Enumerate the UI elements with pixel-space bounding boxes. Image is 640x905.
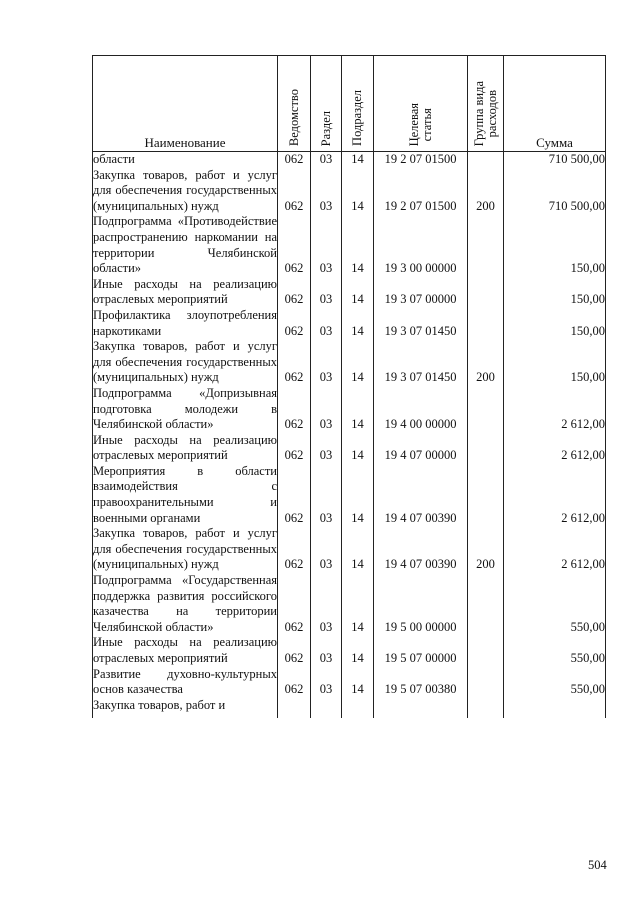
table-row <box>93 214 606 276</box>
row-gruppa-cell <box>468 698 504 718</box>
row-razdel-cell: 03 <box>311 464 342 526</box>
table-row <box>93 339 606 386</box>
row-gruppa-cell <box>468 277 504 308</box>
column-header-podrazdel <box>342 56 374 152</box>
row-razdel-cell: 03 <box>311 386 342 433</box>
row-gruppa-cell <box>468 667 504 698</box>
table-header-row <box>93 56 606 152</box>
row-summa-cell: 550,00 <box>504 667 606 698</box>
row-gruppa-cell: 200 <box>468 339 504 386</box>
column-header-podrazdel-label: Подраздел <box>350 90 364 146</box>
row-vedomstvo-cell: 062 <box>278 433 311 464</box>
table-row <box>93 386 606 433</box>
row-razdel-cell: 03 <box>311 667 342 698</box>
row-vedomstvo-cell: 062 <box>278 573 311 635</box>
column-header-gruppa-label: Группа вида расходов <box>471 80 499 146</box>
row-gruppa-cell <box>468 152 504 168</box>
row-podrazdel-cell: 14 <box>342 214 374 276</box>
row-podrazdel-cell: 14 <box>342 386 374 433</box>
row-vedomstvo-cell: 062 <box>278 635 311 666</box>
row-razdel-cell: 03 <box>311 573 342 635</box>
row-name-cell: Развитие духовно-культурных основ казачества <box>93 666 277 697</box>
table-row <box>93 277 606 308</box>
row-summa-cell: 710 500,00 <box>504 152 606 168</box>
row-razdel-cell <box>311 698 342 718</box>
row-name-cell: Подпрограмма «Государственная поддержка развития российского казачества на территории Челябинской области» <box>93 573 277 634</box>
row-gruppa-cell <box>468 573 504 635</box>
row-tselevaya-statya-cell <box>374 698 468 718</box>
row-podrazdel-cell: 14 <box>342 573 374 635</box>
row-podrazdel-cell: 14 <box>342 339 374 386</box>
table-row <box>93 308 606 339</box>
row-tselevaya-statya-cell: 19 4 00 00000 <box>374 386 468 433</box>
budget-table <box>92 55 606 718</box>
row-summa-cell: 2 612,00 <box>504 433 606 464</box>
row-razdel-cell: 03 <box>311 339 342 386</box>
table-row <box>93 573 606 635</box>
row-summa-cell <box>504 698 606 718</box>
row-name-cell: области <box>93 152 278 168</box>
row-tselevaya-statya-cell: 19 3 07 00000 <box>374 277 468 308</box>
table-row <box>93 152 606 168</box>
row-tselevaya-statya-cell: 19 5 07 00380 <box>374 667 468 698</box>
row-name-cell: Закупка товаров, работ и услуг для обеспечения государственных (муниципальных) нужд <box>93 526 277 572</box>
column-header-tselevaya-label: Целевая статья <box>406 102 434 146</box>
row-summa-cell: 150,00 <box>504 308 606 339</box>
row-summa-cell: 2 612,00 <box>504 464 606 526</box>
row-vedomstvo-cell: 062 <box>278 526 311 573</box>
row-razdel-cell: 03 <box>311 152 342 168</box>
row-vedomstvo-cell: 062 <box>278 386 311 433</box>
row-gruppa-cell <box>468 214 504 276</box>
row-name-cell: Подпрограмма «Противодействие распространению наркомании на территории Челябинской области» <box>93 214 277 276</box>
row-summa-cell: 2 612,00 <box>504 386 606 433</box>
row-gruppa-cell: 200 <box>468 168 504 215</box>
column-header-summa: Сумма <box>504 56 606 152</box>
row-tselevaya-statya-cell: 19 3 07 01450 <box>374 339 468 386</box>
row-razdel-cell: 03 <box>311 308 342 339</box>
row-podrazdel-cell: 14 <box>342 152 374 168</box>
table-row <box>93 168 606 215</box>
row-gruppa-cell <box>468 635 504 666</box>
row-podrazdel-cell: 14 <box>342 433 374 464</box>
row-gruppa-cell <box>468 308 504 339</box>
row-razdel-cell: 03 <box>311 168 342 215</box>
row-summa-cell: 710 500,00 <box>504 168 606 215</box>
row-razdel-cell: 03 <box>311 635 342 666</box>
row-name-cell: Мероприятия в области взаимодействия с правоохранительными и военными органами <box>93 463 277 525</box>
row-gruppa-cell <box>468 386 504 433</box>
row-summa-cell: 550,00 <box>504 635 606 666</box>
row-vedomstvo-cell: 062 <box>278 152 311 168</box>
row-summa-cell: 150,00 <box>504 214 606 276</box>
row-podrazdel-cell: 14 <box>342 308 374 339</box>
row-summa-cell: 2 612,00 <box>504 526 606 573</box>
row-tselevaya-statya-cell: 19 4 07 00000 <box>374 433 468 464</box>
row-vedomstvo-cell: 062 <box>278 667 311 698</box>
row-name-cell: Профилактика злоупотребления наркотиками <box>93 307 277 338</box>
row-tselevaya-statya-cell: 19 4 07 00390 <box>374 464 468 526</box>
column-header-vedomstvo <box>278 56 311 152</box>
row-name-cell: Иные расходы на реализацию отраслевых мероприятий <box>93 276 277 307</box>
row-gruppa-cell <box>468 433 504 464</box>
column-header-tselevaya-statya <box>374 56 468 152</box>
row-name-cell: Иные расходы на реализацию отраслевых мероприятий <box>93 432 277 463</box>
table-row <box>93 464 606 526</box>
row-podrazdel-cell: 14 <box>342 464 374 526</box>
row-name-cell: Закупка товаров, работ и услуг для обеспечения государственных (муниципальных) нужд <box>93 339 277 385</box>
row-razdel-cell: 03 <box>311 214 342 276</box>
row-podrazdel-cell <box>342 698 374 718</box>
row-name-cell: Закупка товаров, работ и услуг для обеспечения государственных (муниципальных) нужд <box>93 167 277 213</box>
row-vedomstvo-cell: 062 <box>278 339 311 386</box>
row-summa-cell: 550,00 <box>504 573 606 635</box>
row-podrazdel-cell: 14 <box>342 635 374 666</box>
row-razdel-cell: 03 <box>311 277 342 308</box>
row-razdel-cell: 03 <box>311 433 342 464</box>
table-row <box>93 526 606 573</box>
column-header-gruppa-vida-raskhodov <box>468 56 504 152</box>
row-razdel-cell: 03 <box>311 526 342 573</box>
row-name-cell: Подпрограмма «Допризывная подготовка молодежи в Челябинской области» <box>93 385 277 432</box>
row-gruppa-cell <box>468 464 504 526</box>
row-tselevaya-statya-cell: 19 5 07 00000 <box>374 635 468 666</box>
column-header-name: Наименование <box>93 56 278 152</box>
row-vedomstvo-cell: 062 <box>278 277 311 308</box>
column-header-razdel-label: Раздел <box>318 110 333 146</box>
row-tselevaya-statya-cell: 19 4 07 00390 <box>374 526 468 573</box>
row-vedomstvo-cell: 062 <box>278 464 311 526</box>
table-row <box>93 698 606 718</box>
row-name-cell: Закупка товаров, работ и <box>93 698 278 718</box>
table-row <box>93 667 606 698</box>
row-summa-cell: 150,00 <box>504 277 606 308</box>
row-name-cell: Иные расходы на реализацию отраслевых мероприятий <box>93 635 277 665</box>
column-header-vedomstvo-label: Ведомство <box>286 88 301 146</box>
row-podrazdel-cell: 14 <box>342 168 374 215</box>
row-summa-cell: 150,00 <box>504 339 606 386</box>
row-vedomstvo-cell <box>278 698 311 718</box>
table-row <box>93 433 606 464</box>
table-row <box>93 635 606 666</box>
row-tselevaya-statya-cell: 19 3 00 00000 <box>374 214 468 276</box>
row-vedomstvo-cell: 062 <box>278 308 311 339</box>
column-header-razdel <box>311 56 342 152</box>
page-number: 504 <box>588 858 607 872</box>
row-podrazdel-cell: 14 <box>342 667 374 698</box>
row-tselevaya-statya-cell: 19 2 07 01500 <box>374 152 468 168</box>
row-podrazdel-cell: 14 <box>342 277 374 308</box>
row-tselevaya-statya-cell: 19 2 07 01500 <box>374 168 468 215</box>
row-tselevaya-statya-cell: 19 5 00 00000 <box>374 573 468 635</box>
row-podrazdel-cell: 14 <box>342 526 374 573</box>
row-vedomstvo-cell: 062 <box>278 214 311 276</box>
row-vedomstvo-cell: 062 <box>278 168 311 215</box>
row-gruppa-cell: 200 <box>468 526 504 573</box>
row-tselevaya-statya-cell: 19 3 07 01450 <box>374 308 468 339</box>
